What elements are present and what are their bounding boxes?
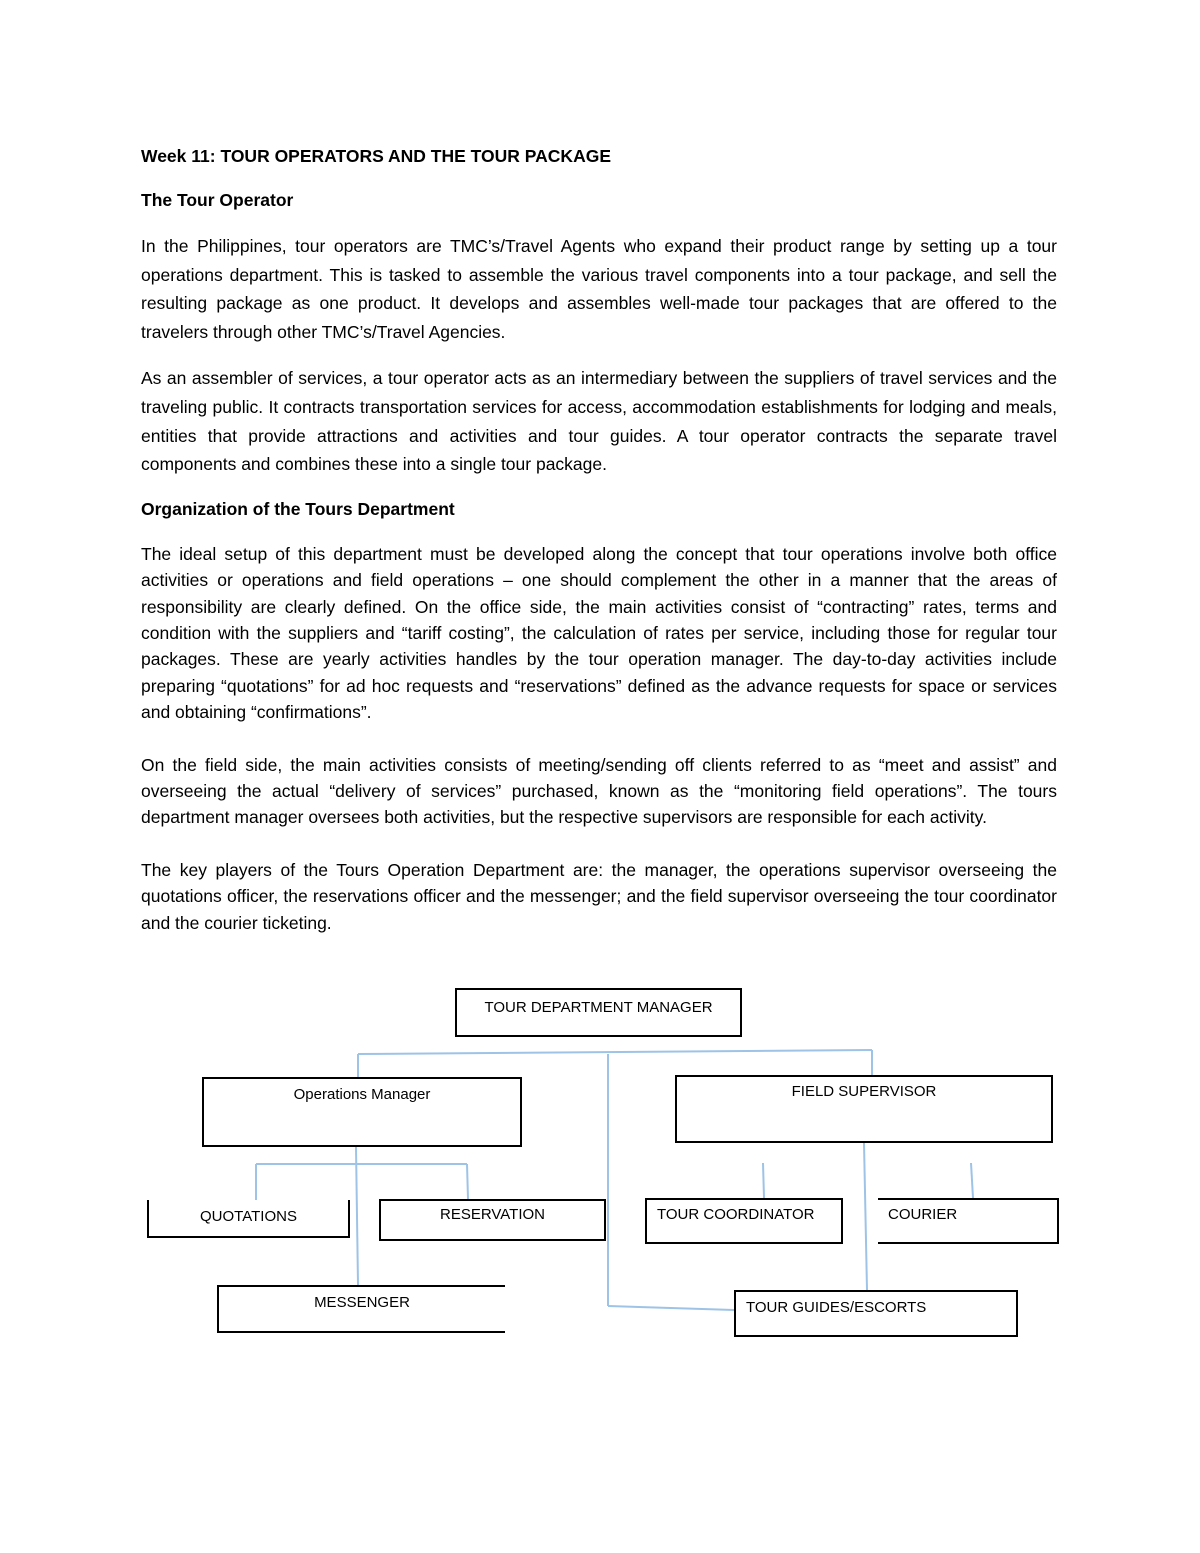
- org-node-field-supervisor: FIELD SUPERVISOR: [675, 1075, 1053, 1143]
- connector-ops-drop: [356, 1147, 358, 1285]
- section-heading-tour-operator: The Tour Operator: [141, 190, 294, 210]
- org-node-courier: COURIER: [878, 1198, 1059, 1244]
- document-body: [141, 144, 1057, 954]
- connector-to-courier: [971, 1163, 973, 1198]
- org-node-tour-guides-escorts: TOUR GUIDES/ESCORTS: [734, 1290, 1018, 1337]
- org-node-quotations: QUOTATIONS: [147, 1200, 350, 1238]
- org-node-messenger: MESSENGER: [217, 1285, 505, 1333]
- connector-to-tour-coordinator: [763, 1163, 764, 1198]
- paragraph: On the field side, the main activities consists of meeting/sending off clients referred to as “meet and assist” and overseeing the actual “delivery of services” purchased, known as the “monitoring field operations”. The tours department manager oversees both activities, but the respective supervisors are responsible for each activity.: [141, 754, 1057, 828]
- paragraph: As an assembler of services, a tour operator acts as an intermediary between the suppliers of travel services and the traveling public. It contracts transportation services for access, accommodation establishments for lodging and meals, entities that provide attractions and activities and tour guides. A tour operator contracts the separate travel components and combines these into a single tour package.: [141, 368, 1057, 475]
- connector-top-bar: [358, 1050, 872, 1054]
- page-title: Week 11: TOUR OPERATORS AND THE TOUR PACKAGE: [141, 146, 611, 166]
- connector-field-drop: [864, 1143, 867, 1290]
- org-node-tour-department-manager: TOUR DEPARTMENT MANAGER: [455, 988, 742, 1037]
- org-node-reservation: RESERVATION: [379, 1199, 606, 1241]
- connector-to-reservation: [467, 1164, 468, 1199]
- paragraph: In the Philippines, tour operators are TMC’s/Travel Agents who expand their product range by setting up a tour operations department. This is tasked to assemble the various travel components into a tour package, and sell the resulting package as one product. It develops and assembles well-made tour packages that are offered to the travelers through other TMC’s/Travel Agencies.: [141, 236, 1057, 342]
- org-node-operations-manager: Operations Manager: [202, 1077, 522, 1147]
- org-node-tour-coordinator: TOUR COORDINATOR: [645, 1198, 843, 1244]
- paragraph: The key players of the Tours Operation Department are: the manager, the operations supervisor overseeing the quotations officer, the reservations officer and the messenger; and the field supervisor overseeing the tour coordinator and the courier ticketing.: [141, 859, 1057, 933]
- connector-to-tour-guides: [608, 1306, 734, 1310]
- section-heading-organization: Organization of the Tours Department: [141, 498, 455, 519]
- paragraph: The ideal setup of this department must be developed along the concept that tour operations involve both office activities or operations and field operations – one should complement the other in a manner that the areas of responsibility are clearly defined. On the office side, the main activities consist of “contracting” rates, terms and condition with the suppliers and “tariff costing”, the calculation of rates per service, including those for regular tour packages. These are yearly activities handles by the tour operation manager. The day-to-day activities include preparing “quotations” for ad hoc requests and “reservations” defined as the advance requests for space or services and obtaining “confirmations”.: [141, 543, 1057, 723]
